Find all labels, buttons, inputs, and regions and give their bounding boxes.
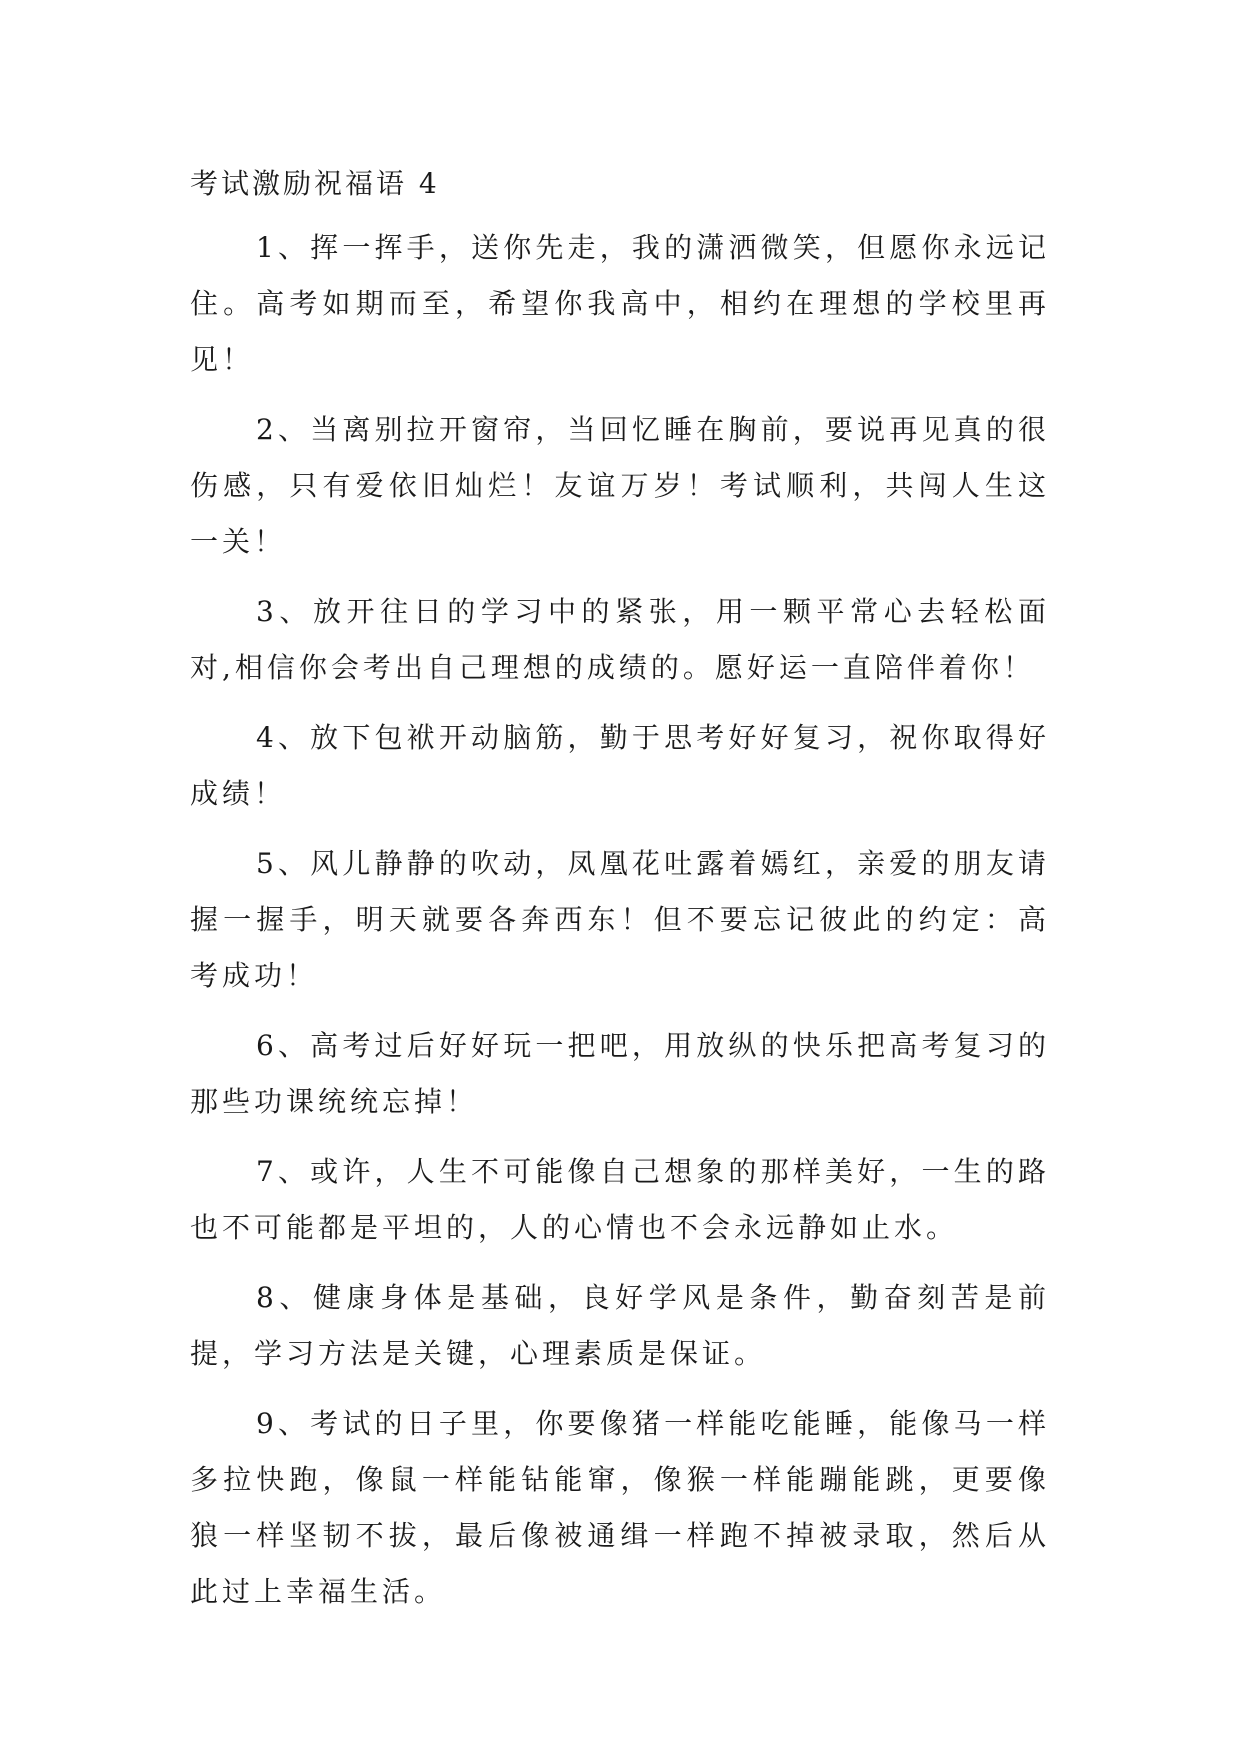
paragraph-2: 2、当离别拉开窗帘，当回忆睡在胸前，要说再见真的很伤感，只有爱依旧灿烂！友谊万岁！考试顺利，共闯人生这一关！ — [190, 413, 1050, 558]
document-title: 考试激励祝福语 4 — [190, 167, 440, 200]
paragraph-6: 6、高考过后好好玩一把吧，用放纵的快乐把高考复习的那些功课统统忘掉！ — [190, 1029, 1050, 1118]
document-body — [190, 162, 1050, 1620]
paragraph-9: 9、考试的日子里，你要像猪一样能吃能睡，能像马一样多拉快跑，像鼠一样能钻能窜，像猴一样能蹦能跳，更要像狼一样坚韧不拔，最后像被通缉一样跑不掉被录取，然后从此过上幸福生活。 — [190, 1407, 1050, 1608]
paragraph-8: 8、健康身体是基础，良好学风是条件，勤奋刻苦是前提，学习方法是关键，心理素质是保证。 — [190, 1281, 1050, 1370]
paragraph-7: 7、或许，人生不可能像自己想象的那样美好，一生的路也不可能都是平坦的，人的心情也不会永远静如止水。 — [190, 1155, 1050, 1244]
paragraph-4: 4、放下包袱开动脑筋，勤于思考好好复习，祝你取得好成绩！ — [190, 721, 1050, 810]
paragraph-3: 3、放开往日的学习中的紧张，用一颗平常心去轻松面对,相信你会考出自己理想的成绩的。愿好运一直陪伴着你！ — [190, 595, 1050, 684]
paragraph-5: 5、风儿静静的吹动，凤凰花吐露着嫣红，亲爱的朋友请握一握手，明天就要各奔西东！但不要忘记彼此的约定：高考成功！ — [190, 847, 1050, 992]
paragraph-1: 1、挥一挥手，送你先走，我的潇洒微笑，但愿你永远记住。高考如期而至，希望你我高中，相约在理想的学校里再见！ — [190, 231, 1050, 376]
